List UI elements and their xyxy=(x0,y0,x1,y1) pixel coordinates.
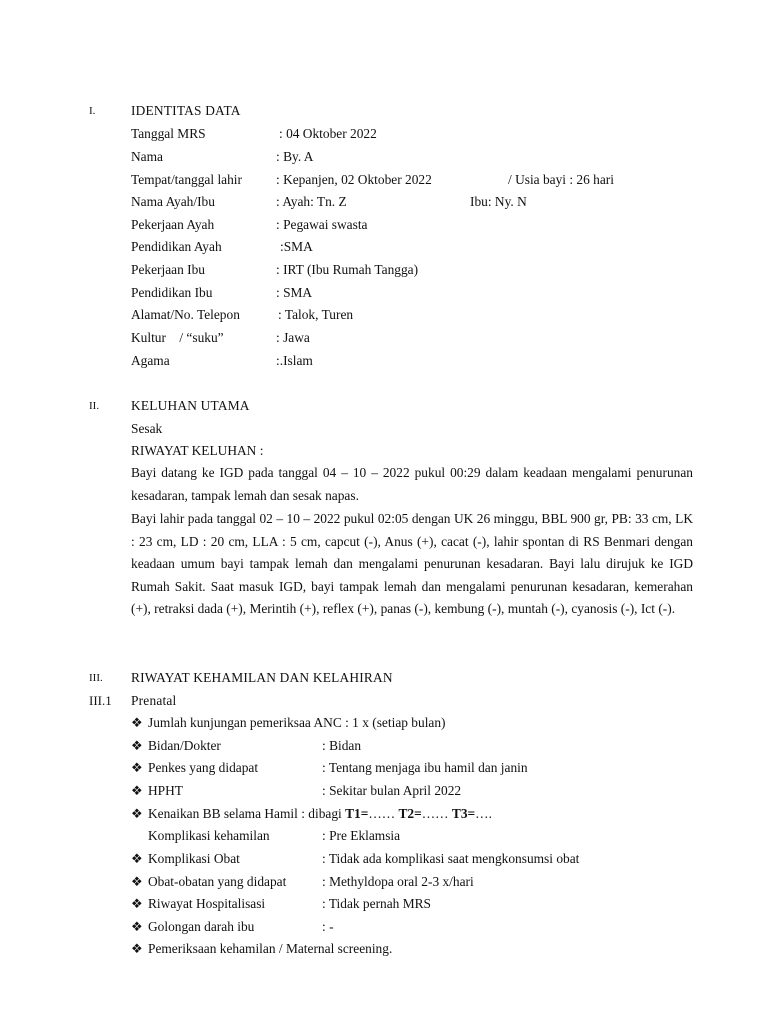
item-label: Komplikasi Obat xyxy=(148,851,240,866)
trimester-1-label: T1= xyxy=(345,806,369,821)
identity-row xyxy=(0,327,768,349)
identity-row xyxy=(0,259,768,281)
bullet-diamond-icon: ❖ xyxy=(131,941,143,956)
history-paragraph-2: Bayi lahir pada tanggal 02 – 10 – 2022 pukul 02:05 dengan UK 26 minggu, BBL 900 gr, PB: 33 cm, LK : 23 cm, LD : 20 cm, LLA : 5 cm, capcut (-), Anus (+), cacat (-), lahir spontan di RS Benmari dengan keadaan umum bayi tampak lemah dan mengalami penurunan kesadaran. Bayi lalu dirujuk ke IGD Rumah Sakit. Saat masuk IGD, bayi tampak lemah dan mengalami penurunan kesadaran, kemerahan (+), retraksi dada (+), Merintih (+), reflex (+), panas (-), kembung (-), muntah (-), cyanosis (-), Ict (-). xyxy=(131,511,693,617)
bullet-diamond-icon: ❖ xyxy=(131,851,143,866)
section-title: IDENTITAS DATA xyxy=(131,103,241,118)
bullet-diamond-icon: ❖ xyxy=(131,874,143,889)
trimester-2-dots: …… xyxy=(421,806,449,821)
list-item xyxy=(0,712,768,734)
item-value: : Tidak ada komplikasi saat mengkonsumsi obat xyxy=(322,851,580,866)
field-label: Pendidikan Ibu xyxy=(131,285,213,300)
item-value: : Tentang menjaga ibu hamil dan janin xyxy=(322,760,528,775)
identity-row xyxy=(0,282,768,304)
section-number: II. xyxy=(89,400,100,412)
trimester-2-label: T2= xyxy=(398,806,422,821)
list-item xyxy=(0,916,768,938)
bullet-diamond-icon: ❖ xyxy=(131,919,143,934)
item-value: : Tidak pernah MRS xyxy=(322,896,432,911)
field-value: : Pegawai swasta xyxy=(276,217,368,232)
identity-row xyxy=(0,350,768,372)
field-label: Tanggal MRS xyxy=(131,126,206,141)
item-label: Komplikasi kehamilan xyxy=(148,828,270,843)
list-item xyxy=(0,780,768,802)
field-label: Pekerjaan Ibu xyxy=(131,262,205,277)
field-value: : SMA xyxy=(276,285,313,300)
field-label: Nama xyxy=(131,149,163,164)
item-value: : Pre Eklamsia xyxy=(322,828,401,843)
field-value: : Kepanjen, 02 Oktober 2022 xyxy=(276,172,432,187)
bullet-diamond-icon: ❖ xyxy=(131,783,143,798)
subsection-heading xyxy=(0,690,768,712)
field-value: : Talok, Turen xyxy=(278,307,354,322)
item-label: Obat-obatan yang didapat xyxy=(148,874,287,889)
list-item xyxy=(0,735,768,757)
trimester-3-dots: …. xyxy=(475,806,492,821)
list-item-weight-gain xyxy=(0,803,768,825)
section-2-heading xyxy=(0,395,768,417)
bullet-diamond-icon: ❖ xyxy=(131,896,143,911)
field-label: Alamat/No. Telepon xyxy=(131,307,240,322)
history-title: RIWAYAT KELUHAN : xyxy=(131,443,264,458)
item-value: : - xyxy=(322,919,334,934)
item-label: Riwayat Hospitalisasi xyxy=(148,896,266,911)
bullet-diamond-icon: ❖ xyxy=(131,760,143,775)
section-1-heading xyxy=(0,100,768,122)
item-label: Pemeriksaan kehamilan / Maternal screening. xyxy=(148,941,393,956)
item-label xyxy=(148,803,492,825)
weight-gain-label: Kenaikan BB selama Hamil : dibagi xyxy=(148,806,346,821)
bullet-diamond-icon: ❖ xyxy=(131,738,143,753)
field-value: :.Islam xyxy=(276,353,313,368)
field-extra: / Usia bayi : 26 hari xyxy=(508,172,614,187)
history-heading xyxy=(0,440,768,462)
field-value: : Ayah: Tn. Z xyxy=(276,194,347,209)
identity-row xyxy=(0,169,768,191)
complaint-text: Sesak xyxy=(131,421,163,436)
section-title: RIWAYAT KEHAMILAN DAN KELAHIRAN xyxy=(131,670,393,685)
item-value: : Bidan xyxy=(322,738,362,753)
list-item xyxy=(0,871,768,893)
list-item xyxy=(0,848,768,870)
field-label: Nama Ayah/Ibu xyxy=(131,194,215,209)
field-label: Kultur / “suku” xyxy=(131,330,224,345)
identity-row xyxy=(0,214,768,236)
history-paragraph-1: Bayi datang ke IGD pada tanggal 04 – 10 – 2022 pukul 00:29 dalam keadaan mengalami penurunan kesadaran, tampak lemah dan sesak napas. xyxy=(131,465,693,503)
section-number: I. xyxy=(89,105,96,117)
bullet-diamond-icon: ❖ xyxy=(131,715,143,730)
identity-row xyxy=(0,191,768,213)
item-label: Jumlah kunjungan pemeriksaa ANC : 1 x (setiap bulan) xyxy=(148,715,446,730)
list-item xyxy=(0,893,768,915)
item-label: Bidan/Dokter xyxy=(148,738,221,753)
trimester-3-label: T3= xyxy=(451,806,476,821)
item-value: : Methyldopa oral 2-3 x/hari xyxy=(322,874,474,889)
field-value: : Jawa xyxy=(276,330,310,345)
item-label: HPHT xyxy=(148,783,183,798)
subsection-number: III.1 xyxy=(89,693,112,708)
list-item xyxy=(0,938,768,960)
section-number: III. xyxy=(89,672,103,684)
identity-row xyxy=(0,146,768,168)
subsection-title: Prenatal xyxy=(131,693,177,708)
identity-row xyxy=(0,236,768,258)
identity-row xyxy=(0,123,768,145)
field-value: : 04 Oktober 2022 xyxy=(279,126,377,141)
list-subitem xyxy=(0,825,768,847)
bullet-diamond-icon: ❖ xyxy=(131,806,143,821)
field-label: Agama xyxy=(131,353,170,368)
field-value: :SMA xyxy=(280,239,313,254)
list-item xyxy=(0,757,768,779)
field-value: : IRT (Ibu Rumah Tangga) xyxy=(276,262,419,277)
section-3-heading xyxy=(0,667,768,689)
field-value: : By. A xyxy=(276,149,314,164)
item-label: Penkes yang didapat xyxy=(148,760,259,775)
section-title: KELUHAN UTAMA xyxy=(131,398,250,413)
item-label: Golongan darah ibu xyxy=(148,919,255,934)
main-complaint xyxy=(0,418,768,440)
field-label: Pendidikan Ayah xyxy=(131,239,222,254)
trimester-1-dots: …… xyxy=(368,806,396,821)
item-value: : Sekitar bulan April 2022 xyxy=(322,783,462,798)
identity-row xyxy=(0,304,768,326)
field-extra: Ibu: Ny. N xyxy=(470,194,527,209)
field-label: Tempat/tanggal lahir xyxy=(131,172,242,187)
field-label: Pekerjaan Ayah xyxy=(131,217,215,232)
